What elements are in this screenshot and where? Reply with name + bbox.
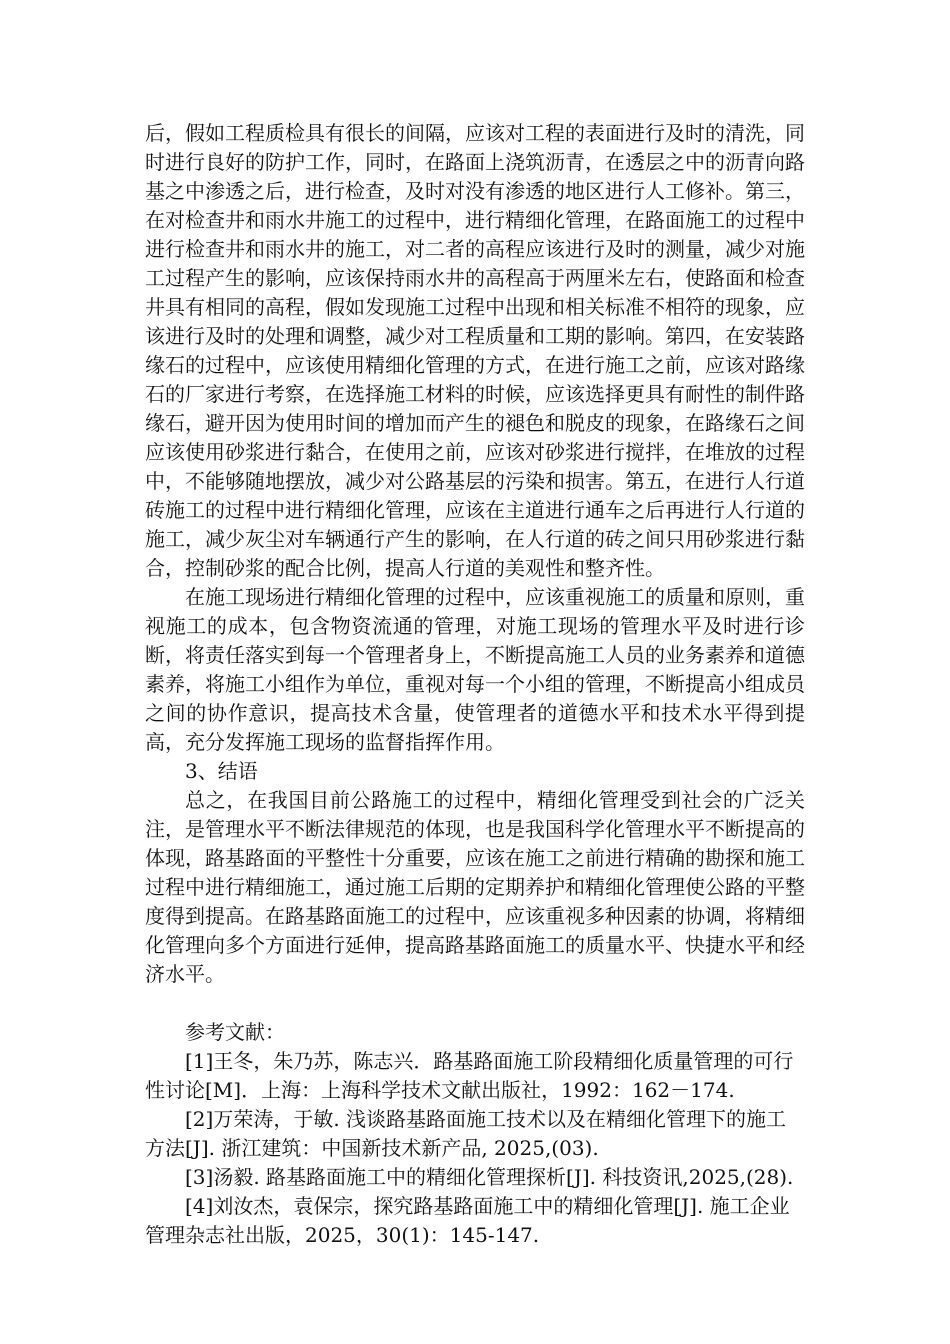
reference-item-1: [1]王冬，朱乃苏，陈志兴．路基路面施工阶段精细化质量管理的可行性讨论[M]．上海：上海科学技术文献出版社，1992：162－174. bbox=[145, 1049, 794, 1102]
paragraph-site-management: 在施工现场进行精细化管理的过程中，应该重视施工的质量和原则，重视施工的成本，包含物资流通的管理，对施工现场的管理水平及时进行诊断，将责任落实到每一个管理者身上，不断提高施工人员的业务素养和道德素养，将施工小组作为单位，重视对每一个小组的管理，不断提高小组成员之间的协作意识，提高技术含量，使管理者的道德水平和技术水平得到提高，充分发挥施工现场的监督指挥作用。 bbox=[145, 585, 805, 754]
section-heading-conclusion: 3、结语 bbox=[185, 759, 258, 783]
document-body bbox=[145, 119, 805, 1250]
reference-item-4: [4]刘汝杰，袁保宗，探究路基路面施工中的精细化管理[J]. 施工企业管理杂志社出版，2025，30(1)：145-147. bbox=[145, 1194, 790, 1247]
blank-line bbox=[145, 989, 805, 1018]
references-title: 参考文献： bbox=[185, 1020, 285, 1044]
reference-item-3: [3]汤毅. 路基路面施工中的精细化管理探析[J]. 科技资讯,2025,(28). bbox=[185, 1165, 794, 1189]
paragraph-conclusion: 总之，在我国目前公路施工的过程中，精细化管理受到社会的广泛关注，是管理水平不断法律规范的体现，也是我国科学化管理水平不断提高的体现，路基路面的平整性十分重要，应该在施工之前进行精确的勘探和施工过程中进行精细施工，通过施工后期的定期养护和精细化管理使公路的平整度得到提高。在路基路面施工的过程中，应该重视多种因素的协调，将精细化管理向多个方面进行延伸，提高路基路面施工的质量水平、快捷水平和经济水平。 bbox=[145, 788, 805, 986]
reference-item-2: [2]万荣涛，于敏. 浅谈路基路面施工技术以及在精细化管理下的施工方法[J]. 浙江建筑：中国新技术新产品, 2025,(03). bbox=[145, 1107, 787, 1160]
paragraph-continued: 后，假如工程质检具有很长的间隔，应该对工程的表面进行及时的清洗，同时进行良好的防护工作，同时，在路面上浇筑沥青，在透层之中的沥青向路基之中渗透之后，进行检查，及时对没有渗透的地区进行人工修补。第三，在对检查井和雨水井施工的过程中，进行精细化管理，在路面施工的过程中进行检查井和雨水井的施工，对二者的高程应该进行及时的测量，减少对施工过程产生的影响，应该保持雨水井的高程高于两厘米左右，使路面和检查井具有相同的高程，假如发现施工过程中出现和相关标准不相符的现象，应该进行及时的处理和调整，减少对工程质量和工期的影响。第四，在安装路缘石的过程中，应该使用精细化管理的方式，在进行施工之前，应该对路缘石的厂家进行考察，在选择施工材料的时候，应该选择更具有耐性的制件路缘石，避开因为使用时间的增加而产生的褪色和脱皮的现象，在路缘石之间应该使用砂浆进行黏合，在使用之前，应该对砂浆进行搅拌，在堆放的过程中，不能够随地摆放，减少对公路基层的污染和损害。第五，在进行人行道砖施工的过程中进行精细化管理，应该在主道进行通车之后再进行人行道的施工，减少灰尘对车辆通行产生的影响，在人行道的砖之间只用砂浆进行黏合，控制砂浆的配合比例，提高人行道的美观性和整齐性。 bbox=[145, 121, 805, 580]
